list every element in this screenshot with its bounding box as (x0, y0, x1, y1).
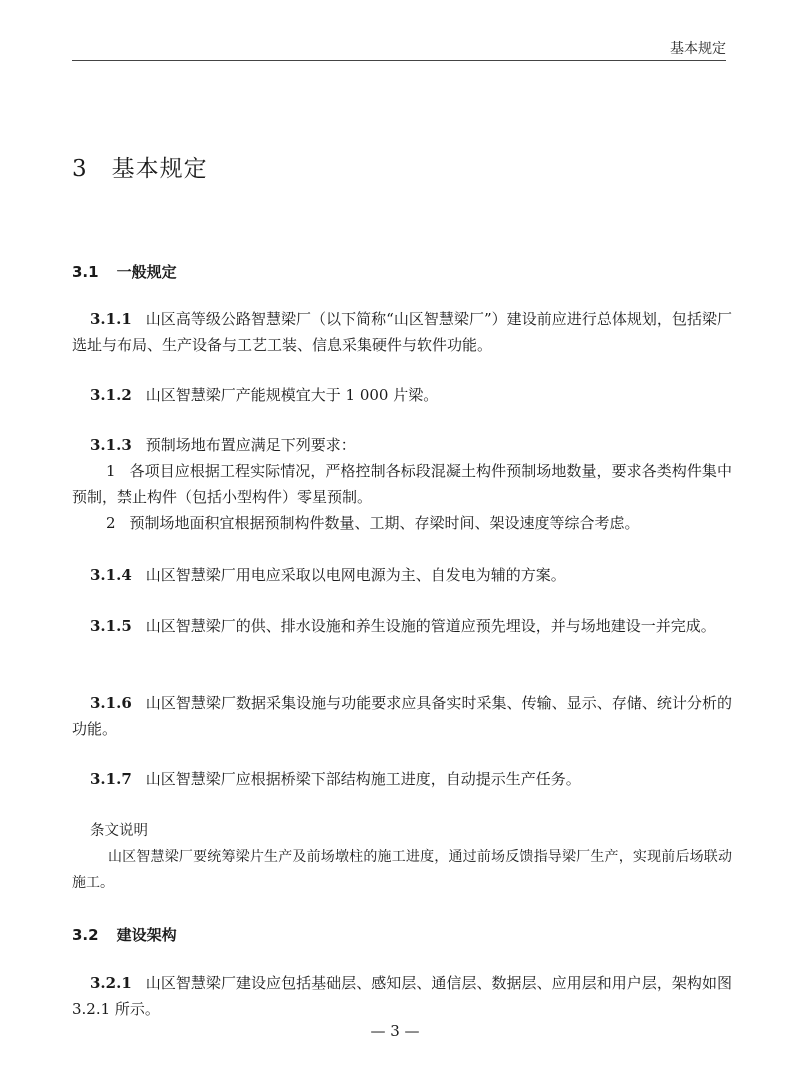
clause-text: 山区智慧梁厂产能规模宜大于 1 000 片梁。 (145, 386, 439, 404)
clause-3-1-3 (72, 432, 732, 458)
clause-number: 3.1.4 (90, 566, 132, 584)
clause-3-1-1 (72, 306, 732, 358)
clause-text: 山区智慧梁厂应根据桥梁下部结构施工进度，自动提示生产任务。 (145, 770, 581, 788)
clause-number: 3.1.5 (90, 617, 132, 635)
commentary-text: 山区智慧梁厂要统筹梁片生产及前场墩柱的施工进度，通过前场反馈指导梁厂生产，实现前后场联动施工。 (72, 849, 732, 891)
clause-3-1-6 (72, 690, 732, 742)
clause-number: 3.1.2 (90, 386, 132, 404)
clause-number: 3.1.1 (90, 310, 132, 328)
clause-text: 山区智慧梁厂的供、排水设施和养生设施的管道应预先埋设，并与场地建设一并完成。 (145, 617, 716, 635)
section-heading-3-1 (72, 261, 177, 282)
chapter-number: 3 (72, 156, 88, 182)
item-text: 预制场地面积宜根据预制构件数量、工期、存梁时间、架设速度等综合考虑。 (129, 514, 640, 532)
clause-3-1-2 (72, 382, 732, 408)
chapter-title: 基本规定 (111, 156, 208, 182)
section-title: 建设架构 (116, 926, 177, 944)
item-number: 2 (106, 514, 116, 532)
clause-3-1-4 (72, 562, 732, 588)
section-title: 一般规定 (116, 263, 177, 281)
section-heading-3-2 (72, 924, 177, 945)
clause-text: 山区智慧梁厂用电应采取以电网电源为主、自发电为辅的方案。 (145, 566, 566, 584)
clause-number: 3.1.3 (90, 436, 132, 454)
item-text: 各项目应根据工程实际情况，严格控制各标段混凝土构件预制场地数量，要求各类构件集中预制，禁止构件（包括小型构件）零星预制。 (72, 462, 732, 506)
clause-text: 山区高等级公路智慧梁厂（以下简称“山区智慧梁厂”）建设前应进行总体规划，包括梁厂选址与布局、生产设备与工艺工装、信息采集硬件与软件功能。 (72, 310, 732, 354)
clause-number: 3.2.1 (90, 974, 132, 992)
clause-3-1-7 (72, 766, 732, 792)
commentary-title: 条文说明 (90, 823, 148, 839)
clause-3-2-1 (72, 970, 732, 1022)
clause-3-1-5 (72, 613, 732, 639)
clause-3-1-3-item-2 (72, 510, 732, 536)
header-rule (72, 60, 726, 61)
section-number: 3.1 (72, 263, 99, 281)
item-number: 1 (106, 462, 116, 480)
clause-text: 山区智慧梁厂建设应包括基础层、感知层、通信层、数据层、应用层和用户层，架构如图 3.2.1 所示。 (72, 974, 732, 1018)
clause-3-1-3-item-1 (72, 458, 732, 510)
page-header-title: 基本规定 (670, 41, 726, 57)
clause-number: 3.1.7 (90, 770, 132, 788)
page-number: — 3 — (370, 1022, 420, 1040)
clause-text: 山区智慧梁厂数据采集设施与功能要求应具备实时采集、传输、显示、存储、统计分析的功能。 (72, 694, 732, 738)
section-number: 3.2 (72, 926, 99, 944)
chapter-heading (72, 150, 208, 183)
clause-number: 3.1.6 (90, 694, 132, 712)
clause-text: 预制场地布置应满足下列要求： (145, 436, 356, 454)
